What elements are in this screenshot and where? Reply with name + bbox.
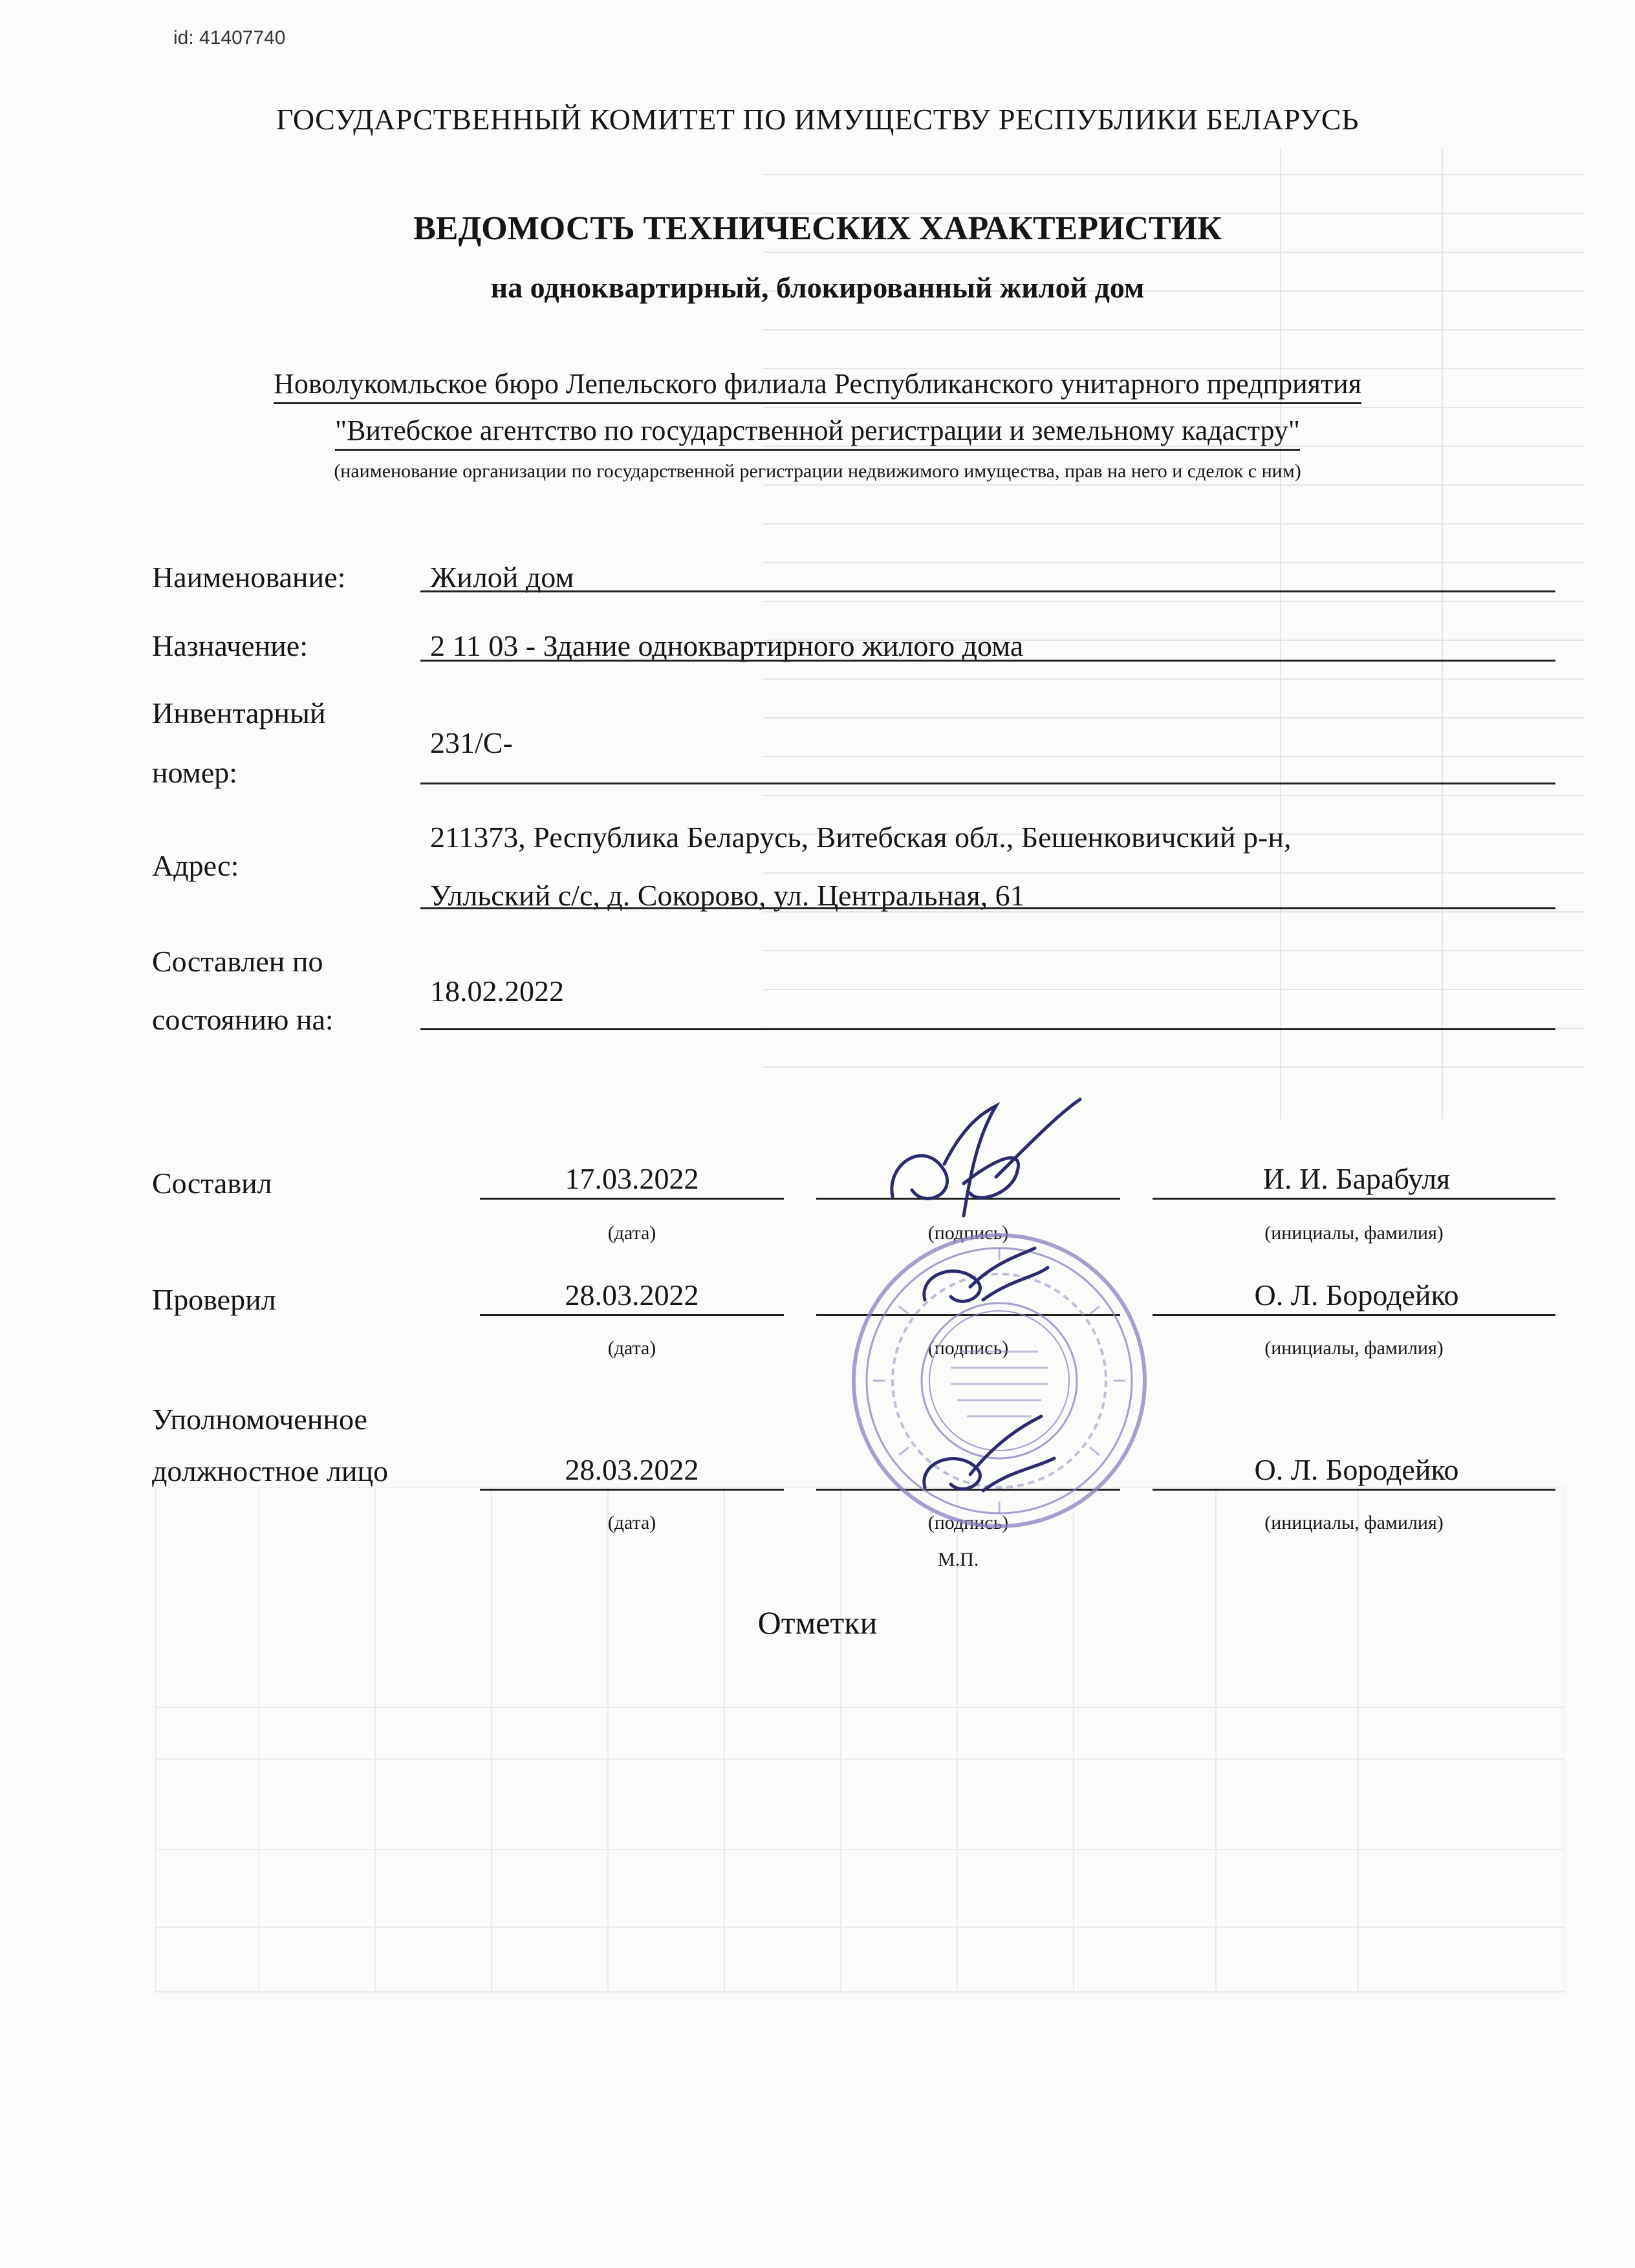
checked-date-caption: (дата) [607,1337,656,1359]
address-label: Адрес: [152,849,239,882]
stamp-place-mark: М.П. [938,1549,979,1570]
signature-authorized-graphic [899,1410,1067,1513]
checked-signature-caption: (подпись) [927,1337,1009,1359]
state-label-line-1: Составлен по [152,945,323,978]
authorized-name-caption: (инициалы, фамилия) [1264,1512,1444,1533]
inventory-value: 231/С- [430,726,513,759]
organization-line-2-text: "Витебское агентство по государственной регистрации и земельному кадастру" [335,415,1300,451]
compiled-name: И. И. Барабуля [1262,1162,1451,1195]
organization-line-1 [0,367,1635,400]
checked-label: Проверил [152,1283,276,1316]
checked-name-caption: (инициалы, фамилия) [1264,1337,1444,1359]
compiled-name-caption: (инициалы, фамилия) [1264,1222,1444,1244]
authorized-date: 28.03.2022 [565,1453,699,1486]
signature-compiled-graphic [867,1086,1087,1255]
compiled-signature-caption: (подпись) [927,1222,1009,1244]
authorized-date-rule [480,1489,784,1491]
state-rule [420,1028,1555,1030]
inventory-label-line-1: Инвентарный [152,697,326,729]
signature-authorized [899,1410,1067,1513]
organization-line-1-text: Новолукомльское бюро Лепельского филиала Республиканского унитарного предприятия [274,368,1361,404]
state-label-line-2: состоянию на: [152,1003,334,1036]
inventory-label-line-2: номер: [152,756,238,789]
signature-checked-graphic [905,1242,1061,1319]
state-value: 18.02.2022 [430,975,564,1008]
document-subtitle: на одноквартирный, блокированный жилой дом [490,271,1145,304]
bleed-through-lower-lines [155,1487,1565,2005]
checked-name: О. Л. Бородейко [1254,1279,1459,1312]
marks-title: Отметки [757,1604,878,1641]
authorized-date-caption: (дата) [607,1512,656,1533]
address-line-2: Улльский с/с, д. Сокорово, ул. Центральная, 61 [430,879,1025,912]
purpose-label: Назначение: [152,629,308,662]
address-rule [420,907,1555,909]
address-line-1: 211373, Республика Беларусь, Витебская обл., Бешенковичский р-н, [430,821,1292,854]
organization-caption: (наименование организации по государственной регистрации недвижимого имущества, прав на него и сделок с ним) [334,460,1301,482]
compiled-name-rule [1153,1198,1555,1200]
purpose-rule [420,660,1555,662]
compiled-date-rule [480,1198,784,1200]
organization-line-2 [0,414,1635,447]
authorized-label-line-1: Уполномоченное [152,1403,367,1436]
signature-checked [905,1242,1061,1319]
name-label: Наименование: [152,561,346,594]
name-rule [420,590,1555,592]
authorized-name: О. Л. Бородейко [1254,1453,1459,1486]
authorized-name-rule [1153,1489,1555,1491]
authorized-signature-caption: (подпись) [927,1512,1009,1533]
document-id: id: 41407740 [173,27,286,49]
compiled-label: Составил [152,1167,272,1200]
document-title: ВЕДОМОСТЬ ТЕХНИЧЕСКИХ ХАРАКТЕРИСТИК [413,210,1222,247]
committee-header: ГОСУДАРСТВЕННЫЙ КОМИТЕТ ПО ИМУЩЕСТВУ РЕСПУБЛИКИ БЕЛАРУСЬ [276,103,1359,136]
compiled-date-caption: (дата) [607,1222,656,1244]
checked-date-rule [480,1314,784,1316]
purpose-value: 2 11 03 - Здание одноквартирного жилого дома [430,629,1024,662]
signature-compiled [867,1086,1087,1255]
bleed-through-lower-table [155,1487,1565,2005]
authorized-label-line-2: должностное лицо [152,1454,389,1487]
compiled-date: 17.03.2022 [565,1162,699,1195]
checked-name-rule [1153,1314,1555,1316]
name-value: Жилой дом [430,561,574,594]
inventory-rule [420,783,1555,784]
checked-date: 28.03.2022 [565,1279,699,1312]
